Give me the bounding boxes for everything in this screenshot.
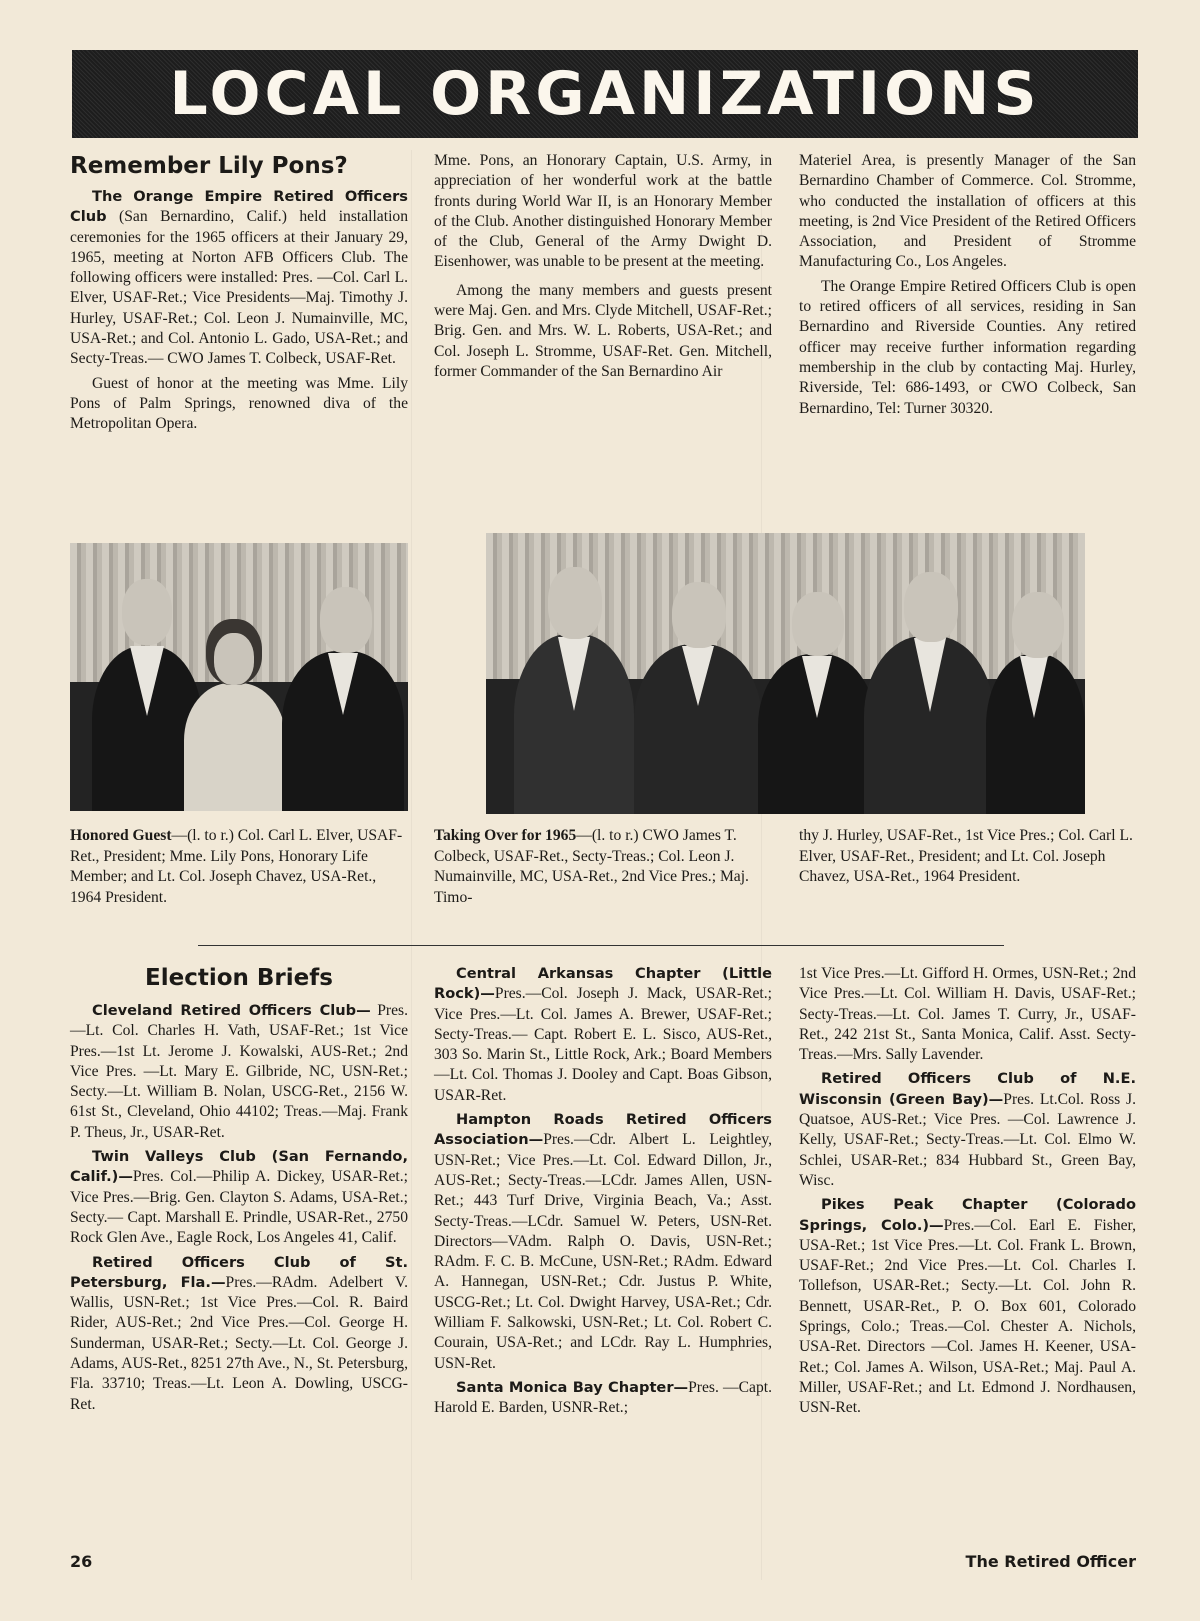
column-gutter — [411, 150, 412, 1580]
caption-title: Taking Over for 1965 — [434, 827, 577, 844]
briefs-column-1 — [70, 963, 408, 1419]
article-paragraph: The Orange Empire Retired Officers Club (San Bernardino, Calif.) held installation ceremonies for the 1965 officers at their January 29, 1965, meeting at Norton AFB Officers Club. The following officers were installed: Pres. —Col. Carl L. Elver, USAF-Ret.; Vice Presidents—Maj. Timothy J. Hurley, USAF-Ret.; Col. Leon J. Numainville, MC, USA-Ret.; and Col. Antonio L. Gado, USA-Ret.; and Secty-Treas.— CWO James T. Colbeck, USAF-Ret. — [70, 188, 408, 368]
article-paragraph: Among the many members and guests present were Maj. Gen. and Mrs. Clyde Mitchell, USAF-Ret.; Brig. Gen. and Mrs. W. L. Roberts, USA-Ret.; and Col. Joseph L. Stromme, USAF-Ret. Gen. Mitchell, former Commander of the San Bernardino Air — [434, 281, 772, 380]
article-column-1 — [70, 151, 408, 439]
caption-title: Honored Guest — [70, 827, 172, 844]
article-column-2 — [434, 151, 772, 386]
page-number: 26 — [70, 1552, 93, 1571]
section-title: LOCAL ORGANIZATIONS — [169, 59, 1041, 129]
photo-caption-1: Honored Guest—(l. to r.) Col. Carl L. Elver, USAF-Ret., President; Mme. Lily Pons, Honorary Life Member; and Lt. Col. Joseph Chavez, USA-Ret., 1964 President. — [70, 827, 403, 906]
article-paragraph: Materiel Area, is presently Manager of the San Bernardino Chamber of Commerce. Col. Stromme, who conducted the installation of officers at this meeting, is 2nd Vice President of the Retired Officers Association, and President of Stromme Manufacturing Co., Los Angeles. — [799, 152, 1136, 271]
brief-item: Retired Officers Club of St. Petersburg, Fla.—Pres.—RAdm. Adelbert V. Wallis, USN-Ret.; 1st Vice Pres.—Col. R. Baird Rider, AUS-Ret.; 2nd Vice Pres.—Col. George H. Sunderman, USAR-Ret.; Secty.—Lt. Col. George J. Adams, AUS-Ret., 8251 27th Ave., N., St. Petersburg, Fla. 33710; Treas.—Lt. Leon A. Dowling, USCG-Ret. — [70, 1253, 408, 1413]
article-paragraph: Mme. Pons, an Honorary Captain, U.S. Army, in appreciation of her wonderful work at the battle fronts during World War II, is an Honorary Member of the Club. Another distinguished Honorary Member of the Club, General of the Army Dwight D. Eisenhower, was unable to be present at the meeting. — [434, 152, 772, 271]
briefs-column-3 — [799, 964, 1136, 1423]
article-heading: Remember Lily Pons? — [70, 153, 348, 179]
section-banner — [72, 50, 1138, 138]
brief-item: Cleveland Retired Officers Club— Pres.—Lt. Col. Charles H. Vath, USAF-Ret.; 1st Vice Pres.—1st Lt. Jerome J. Kowalski, AUS-Ret.; 2nd Vice Pres. —Lt. Mary E. Gilbride, NC, USN-Ret.; Secty.—Lt. William B. Nolan, USCG-Ret., 2156 W. 61st St., Cleveland, Ohio 44102; Treas.—Maj. Frank P. Theus, Jr., USAR-Ret. — [70, 1002, 408, 1141]
article-column-3 — [799, 151, 1136, 423]
brief-item: Twin Valleys Club (San Fernando, Calif.)—Pres. Col.—Philip A. Dickey, USAR-Ret.; Vice Pres.—Brig. Gen. Clayton S. Adams, USA-Ret.; Secty.— Capt. Marshall E. Prindle, USAR-Ret., 2750 Rock Glen Ave., Eagle Rock, Los Angeles 41, Calif. — [70, 1148, 408, 1247]
brief-item: Retired Officers Club of N.E. Wisconsin (Green Bay)—Pres. Lt.Col. Ross J. Quatsoe, AUS-Ret.; Vice Pres. —Col. Lawrence J. Kelly, USAF-Ret.; Secty-Treas.—Lt. Col. Elmo W. Schlei, USAR-Ret.; 834 Hubbard St., Green Bay, Wisc. — [799, 1070, 1137, 1189]
photo-caption-2b: thy J. Hurley, USAF-Ret., 1st Vice Pres.; Col. Carl L. Elver, USAF-Ret., President; and Lt. Col. Joseph Chavez, USA-Ret., 1964 President. — [799, 827, 1133, 885]
article-heading: Election Briefs — [145, 965, 333, 991]
brief-item: Hampton Roads Retired Officers Association—Pres.—Cdr. Albert L. Leightley, USN-Ret.; Vice Pres.—Lt. Col. Edward Dillon, Jr., AUS-Ret.; Secty-Treas.—LCdr. James Allen, USN-Ret.; 443 Turf Drive, Virginia Beach, Va.; Asst. Secty-Treas.—LCdr. Samuel W. Peters, USN-Ret. Directors—VAdm. Ralph O. Davis, USN-Ret.; RAdm. F. C. B. McCune, USN-Ret.; RAdm. Edward A. Hannegan, USN-Ret.; Cdr. Justus P. White, USCG-Ret.; Lt. Col. Dwight Harvey, USA-Ret.; Cdr. William F. Salkowski, USN-Ret.; Lt. Col. Robert C. Courain, USA-Ret.; and LCdr. Ray L. Humphries, USN-Ret. — [434, 1111, 772, 1372]
briefs-column-2 — [434, 964, 772, 1423]
photo-caption-2a: Taking Over for 1965—(l. to r.) CWO James T. Colbeck, USAF-Ret., Secty-Treas.; Col. Leon J. Numainville, MC, USA-Ret., 2nd Vice Pres.; Maj. Timo- — [434, 827, 749, 906]
article-paragraph: Guest of honor at the meeting was Mme. Lily Pons of Palm Springs, renowned diva of the Metropolitan Opera. — [70, 374, 408, 433]
article-paragraph: The Orange Empire Retired Officers Club is open to retired officers of all services, residing in San Bernardino and Riverside Counties. Any retired officer may receive further information regarding membership in the club by contacting Maj. Hurley, Riverside, Tel: 686-1493, or CWO Colbeck, San Bernardino, Tel: Turner 30320. — [799, 277, 1136, 417]
photo-taking-over — [486, 533, 1085, 814]
club-name: The Orange Empire Retired Officers Club — [70, 188, 408, 226]
brief-item: Santa Monica Bay Chapter—Pres. —Capt. Harold E. Barden, USNR-Ret.; — [434, 1378, 772, 1417]
section-divider — [198, 945, 1004, 946]
brief-item: 1st Vice Pres.—Lt. Gifford H. Ormes, USN-Ret.; 2nd Vice Pres.—Lt. Col. William H. Davis, USAF-Ret.; Secty-Treas.—Lt. Col. James T. Curry, Jr., USAF-Ret., 242 21st St., Santa Monica, Calif. Asst. Secty-Treas.—Mrs. Sally Lavender. — [799, 965, 1136, 1064]
brief-item: Pikes Peak Chapter (Colorado Springs, Colo.)—Pres.—Col. Earl E. Fisher, USA-Ret.; 1st Vice Pres.—Lt. Col. Frank L. Brown, USAF-Ret.; 2nd Vice Pres.—Lt. Col. Charles I. Tollefson, USAR-Ret.; Secty.—Lt. Col. John R. Bennett, USAR-Ret., P. O. Box 601, Colorado Springs, Colo.; Treas.—Col. Chester A. Nichols, USA-Ret. Directors —Col. James H. Keener, USA-Ret.; Col. James A. Wilson, USA-Ret.; Maj. Paul A. Miller, USAF-Ret.; and Lt. Edmond J. Nordhausen, USN-Ret. — [799, 1196, 1136, 1417]
brief-item: Central Arkansas Chapter (Little Rock)—Pres.—Col. Joseph J. Mack, USAR-Ret.; Vice Pres.—Lt. Col. James A. Brewer, USAF-Ret.; Secty-Treas.— Capt. Robert E. L. Sisco, AUS-Ret., 303 So. Marin St., Little Rock, Ark.; Board Members—Lt. Col. Thomas J. Dooley and Capt. Boas Gibson, USAR-Ret. — [434, 965, 772, 1104]
publication-name: The Retired Officer — [965, 1552, 1136, 1571]
photo-honored-guest — [70, 543, 408, 811]
